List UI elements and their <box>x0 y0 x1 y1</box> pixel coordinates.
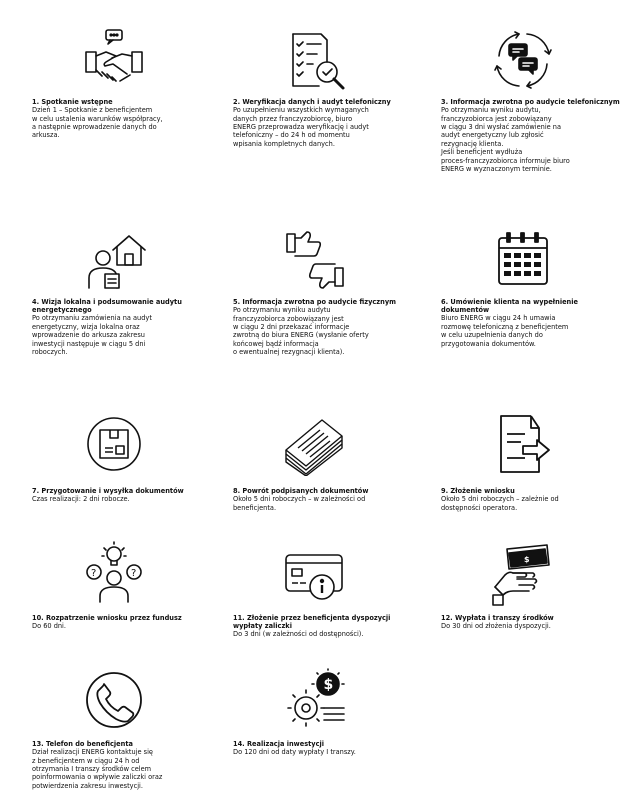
paper-stack-icon <box>282 412 346 476</box>
step-description: Do 3 dni (w zależności od dostępności). <box>233 630 364 639</box>
step-description: Biuro ENERG w ciągu 24 h umawia rozmowę telefoniczną z beneficjentem w celu uzupełnienia danych do przygotowania dokumentów. <box>441 314 569 348</box>
phone-icon <box>82 668 146 732</box>
step-3 <box>441 98 623 173</box>
step-title: 12. Wypłata i transzy środków <box>441 614 554 622</box>
step-description: Dzień 1 – Spotkanie z beneficjentem w celu ustalenia warunków współpracy, a następnie wprowadzenie danych do arkusza. <box>32 106 163 140</box>
step-14 <box>233 740 415 757</box>
step-description: Po uzupełnieniu wszystkich wymaganych danych przez franczyzobiorcę, biuro ENERG przeprowadza weryfikację i audyt telefoniczny – do 24 h od momentu wpisania kompletnych danych. <box>233 106 369 148</box>
step-description: Do 30 dni od złożenia dyspozycji. <box>441 622 551 631</box>
step-1 <box>32 98 214 140</box>
step-7 <box>32 487 214 504</box>
step-2 <box>233 98 415 148</box>
step-description: Po otrzymaniu wyniku audytu franczyzobiorca zobowiązany jest w ciągu 2 dni przekazać informacje zwrotną do biura ENERG (wysłanie oferty końcowej bądź informacja o ewentualnej rezygnacji klienta). <box>233 306 369 357</box>
step-title: 8. Powrót podpisanych dokumentów <box>233 487 369 495</box>
step-9 <box>441 487 623 512</box>
step-title: 1. Spotkanie wstępne <box>32 98 113 106</box>
step-title: 6. Umówienie klienta na wypełnienie dokumentów <box>441 298 578 315</box>
step-description: Czas realizacji: 2 dni robocze. <box>32 495 130 504</box>
step-description: Dział realizacji ENERG kontaktuje się z beneficjentem w ciągu 24 h od otrzymania I transzy środków celem poinformowania o wpływie zaliczki oraz potwierdzenia zakresu inwestycji. <box>32 748 163 790</box>
handshake-icon <box>82 28 146 92</box>
step-title: 2. Weryfikacja danych i audyt telefoniczny <box>233 98 391 106</box>
step-title: 9. Złożenie wniosku <box>441 487 515 495</box>
step-title: 10. Rozpatrzenie wniosku przez fundusz <box>32 614 182 622</box>
step-description: Około 5 dni roboczych – zależnie od dostępności operatora. <box>441 495 559 512</box>
document-send-icon <box>491 412 555 476</box>
step-title: 7. Przygotowanie i wysyłka dokumentów <box>32 487 184 495</box>
step-description: Po otrzymaniu wyniku audytu, franczyzobiorca jest zobowiązany w ciągu 3 dni wysłać zamówienie na audyt energetyczny lub zgłosić rezygnację klienta. Jeśli beneficjent wydłuża proces-franczyzobiorca informuje biuro ENERG w wyznaczonym terminie. <box>441 106 570 174</box>
svg-text:?: ? <box>131 568 137 579</box>
thumbs-up-down-icon <box>283 228 347 292</box>
step-title: 13. Telefon do beneficjenta <box>32 740 133 748</box>
step-title: 4. Wizja lokalna i podsumowanie audytu energetycznego <box>32 298 182 315</box>
gear-dollar-icon <box>284 668 348 732</box>
step-description: Około 5 dni roboczych – w zależności od beneficjenta. <box>233 495 366 512</box>
step-description: Do 120 dni od daty wypłaty I transzy. <box>233 748 356 757</box>
step-description: Po otrzymaniu zamówienia na audyt energetyczny, wizja lokalna oraz wprowadzenie do arkusza zakresu inwestycji następuje w ciągu 5 dni roboczych. <box>32 314 152 357</box>
card-info-icon <box>282 543 346 607</box>
chat-cycle-icon <box>491 28 555 92</box>
step-5 <box>233 298 415 357</box>
house-person-icon <box>83 228 147 292</box>
step-11 <box>233 614 415 639</box>
svg-text:$: $ <box>323 677 334 693</box>
person-idea-icon <box>82 540 146 604</box>
step-10 <box>32 614 214 631</box>
step-13 <box>32 740 214 790</box>
step-6 <box>441 298 623 348</box>
svg-text:$: $ <box>524 555 530 564</box>
svg-text:?: ? <box>91 568 97 579</box>
step-description: Do 60 dni. <box>32 622 66 631</box>
step-title: 5. Informacja zwrotna po audycie fizycznym <box>233 298 396 306</box>
checklist-magnifier-icon <box>283 28 347 92</box>
step-title: 14. Realizacja inwestycji <box>233 740 325 748</box>
step-title: 3. Informacja zwrotna po audycie telefonicznym <box>441 98 620 106</box>
calendar-icon <box>491 228 555 292</box>
parcel-icon <box>82 412 146 476</box>
step-8 <box>233 487 415 512</box>
step-12 <box>441 614 623 631</box>
step-4 <box>32 298 214 356</box>
step-title: 11. Złożenie przez beneficjenta dyspozycji wypłaty zaliczki <box>233 614 391 631</box>
cash-hand-icon <box>491 543 555 607</box>
